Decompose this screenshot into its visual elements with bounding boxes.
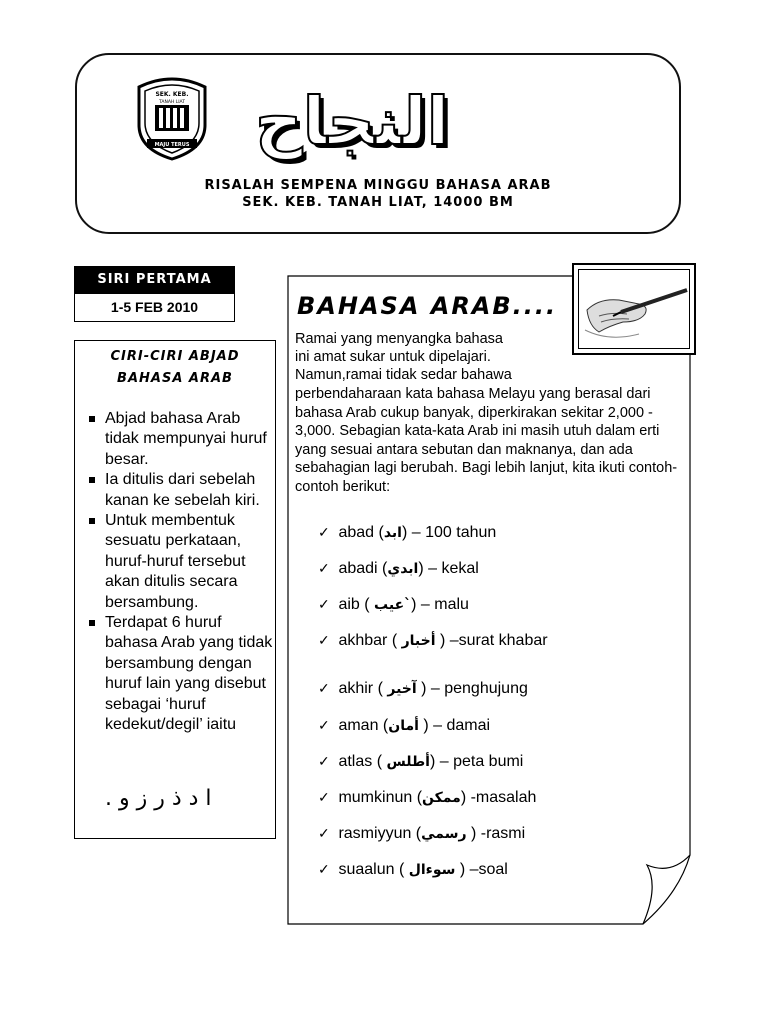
example-item [318,596,469,614]
example-meaning: ) -rasmi [466,825,526,842]
example-arabic: أمان [388,718,419,734]
example-item [318,825,525,843]
intro-line-3: Namun,ramai tidak sedar bahawa [295,367,512,383]
intro-line-2: ini amat sukar untuk dipelajari. [295,349,491,365]
example-meaning: ) – kekal [418,560,479,577]
subtitle-line-1: RISALAH SEMPENA MINGGU BAHASA ARAB [204,178,552,193]
check-icon: ✓ [318,861,330,877]
series-label: SIRI PERTAMA [74,266,235,293]
series-date: 1-5 FEB 2010 [74,293,235,322]
example-meaning: ) –soal [455,861,508,878]
check-icon: ✓ [318,596,330,612]
example-word: akhbar ( [338,632,402,649]
box-title-line-2: BAHASA ARAB [117,371,233,386]
feature-item: Untuk membentuk sesuatu perkataan, huruf-huruf tersebut akan ditulis secara bersambung. [87,511,273,613]
check-icon: ✓ [318,825,330,841]
example-word: abadi ( [338,560,388,577]
intro-paragraph: perbendaharaan kata bahasa Melayu yang berasal dari bahasa Arab cukup banyak, diperkirakan sekitar 2,000 - 3,000. Sebagian kata-kata Arab ini masih utuh dalam erti yang sesuai antara sebutan dan maknanya, dan ada sebahagian lagi berubah. Bagi lebih lanjut, kita ikuti contoh-contoh berikut: [295,386,678,495]
subtitle-line-2: SEK. KEB. TANAH LIAT, 14000 BM [242,195,514,210]
non-joining-letters: ا د ذ ر ز و . [105,786,212,811]
example-word: mumkinun ( [338,789,423,806]
check-icon: ✓ [318,753,330,769]
feature-list [87,409,273,736]
example-arabic: أخبار [401,633,436,649]
school-crest-logo [133,77,211,161]
example-word: suaalun ( [338,861,409,878]
example-item [318,753,523,771]
check-icon: ✓ [318,717,330,733]
check-icon: ✓ [318,524,330,540]
check-icon: ✓ [318,789,330,805]
example-item [318,632,548,650]
intro-line-1: Ramai yang menyangka bahasa [295,331,503,347]
example-word: atlas ( [338,753,387,770]
check-icon: ✓ [318,632,330,648]
example-arabic: أطلس [386,754,430,770]
feature-item: Abjad bahasa Arab tidak mempunyai huruf besar. [87,409,273,470]
check-icon: ✓ [318,560,330,576]
example-meaning: ) -masalah [460,789,537,806]
example-arabic: ابد [383,525,402,541]
masthead-title: النجاح [255,83,450,160]
example-arabic: ممكن [422,790,461,806]
alphabet-features-box [74,340,276,839]
example-item [318,680,528,698]
example-item [318,560,479,578]
main-title: BAHASA ARAB.... [297,292,558,320]
example-meaning: ) – penghujung [416,680,528,697]
example-word: abad ( [338,524,384,541]
example-arabic: رسمي [421,826,467,842]
example-meaning: ) – peta bumi [429,753,524,770]
example-word: aib ( [338,596,375,613]
masthead-header [75,53,681,234]
example-arabic: آخير [387,681,417,697]
example-word: akhir ( [338,680,388,697]
logo-text-mid: TANAH LIAT [158,100,186,105]
logo-motto: MAJU TERUS [154,142,190,148]
box-title-line-1: CIRI-CIRI ABJAD [110,349,240,364]
feature-item: Terdapat 6 huruf bahasa Arab yang tidak bersambung dengan huruf lain yang disebut sebagai ‘huruf kedekut/degil’ iaitu [87,613,273,735]
example-item [318,861,508,879]
example-item [318,789,536,807]
example-word: aman ( [338,717,389,734]
hand-pen-icon [579,270,693,352]
example-arabic: سوءال [408,862,456,878]
example-word: rasmiyyun ( [338,825,422,842]
example-item [318,717,490,735]
logo-text-top: SEK. KEB. [155,91,189,98]
example-meaning: ) – 100 tahun [401,524,497,541]
example-arabic: عيب` [374,597,412,613]
example-meaning: ) –surat khabar [435,632,548,649]
example-item [318,524,496,542]
writing-hand-picture [572,263,696,355]
feature-item: Ia ditulis dari sebelah kanan ke sebelah kiri. [87,470,273,511]
example-meaning: ) – damai [418,717,491,734]
example-meaning: ) – malu [411,596,469,613]
check-icon: ✓ [318,680,330,696]
example-arabic: ابدي [387,561,419,577]
